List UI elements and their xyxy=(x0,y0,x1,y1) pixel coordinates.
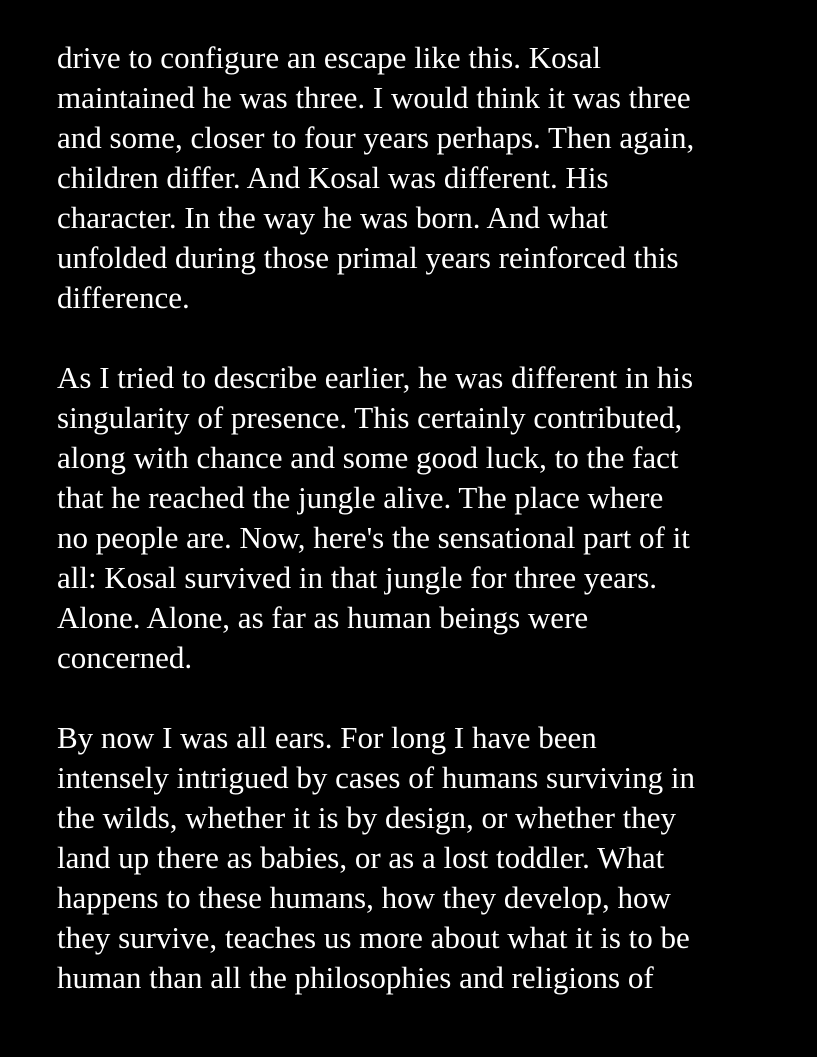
text-line: that he reached the jungle alive. The place where xyxy=(57,480,664,515)
text-line: concerned. xyxy=(57,640,193,675)
text-line: As I tried to describe earlier, he was different in his xyxy=(57,360,694,395)
text-line: land up there as babies, or as a lost toddler. What xyxy=(57,840,665,875)
text-line: happens to these humans, how they develop, how xyxy=(57,880,671,915)
text-line: drive to configure an escape like this. Kosal xyxy=(57,40,602,75)
text-line: the wilds, whether it is by design, or whether they xyxy=(57,800,677,835)
text-line: children differ. And Kosal was different. His xyxy=(57,160,609,195)
text-line: maintained he was three. I would think it was three xyxy=(57,80,691,115)
text-line: unfolded during those primal years reinforced this xyxy=(57,240,679,275)
text-line: along with chance and some good luck, to the fact xyxy=(57,440,679,475)
text-line: no people are. Now, here's the sensational part of it xyxy=(57,520,690,555)
paragraph-2 xyxy=(57,358,797,678)
document-body xyxy=(57,38,797,1038)
paragraph-3 xyxy=(57,718,797,998)
text-line: all: Kosal survived in that jungle for three years. xyxy=(57,560,658,595)
text-line: Alone. Alone, as far as human beings were xyxy=(57,600,589,635)
text-line: and some, closer to four years perhaps. Then again, xyxy=(57,120,695,155)
text-line: character. In the way he was born. And what xyxy=(57,200,608,235)
text-line: intensely intrigued by cases of humans surviving in xyxy=(57,760,695,795)
text-line: they survive, teaches us more about what it is to be xyxy=(57,920,690,955)
text-line: human than all the philosophies and religions of xyxy=(57,960,654,995)
text-line: difference. xyxy=(57,280,190,315)
text-line: By now I was all ears. For long I have been xyxy=(57,720,597,755)
text-line: singularity of presence. This certainly contributed, xyxy=(57,400,683,435)
paragraph-1 xyxy=(57,38,797,318)
